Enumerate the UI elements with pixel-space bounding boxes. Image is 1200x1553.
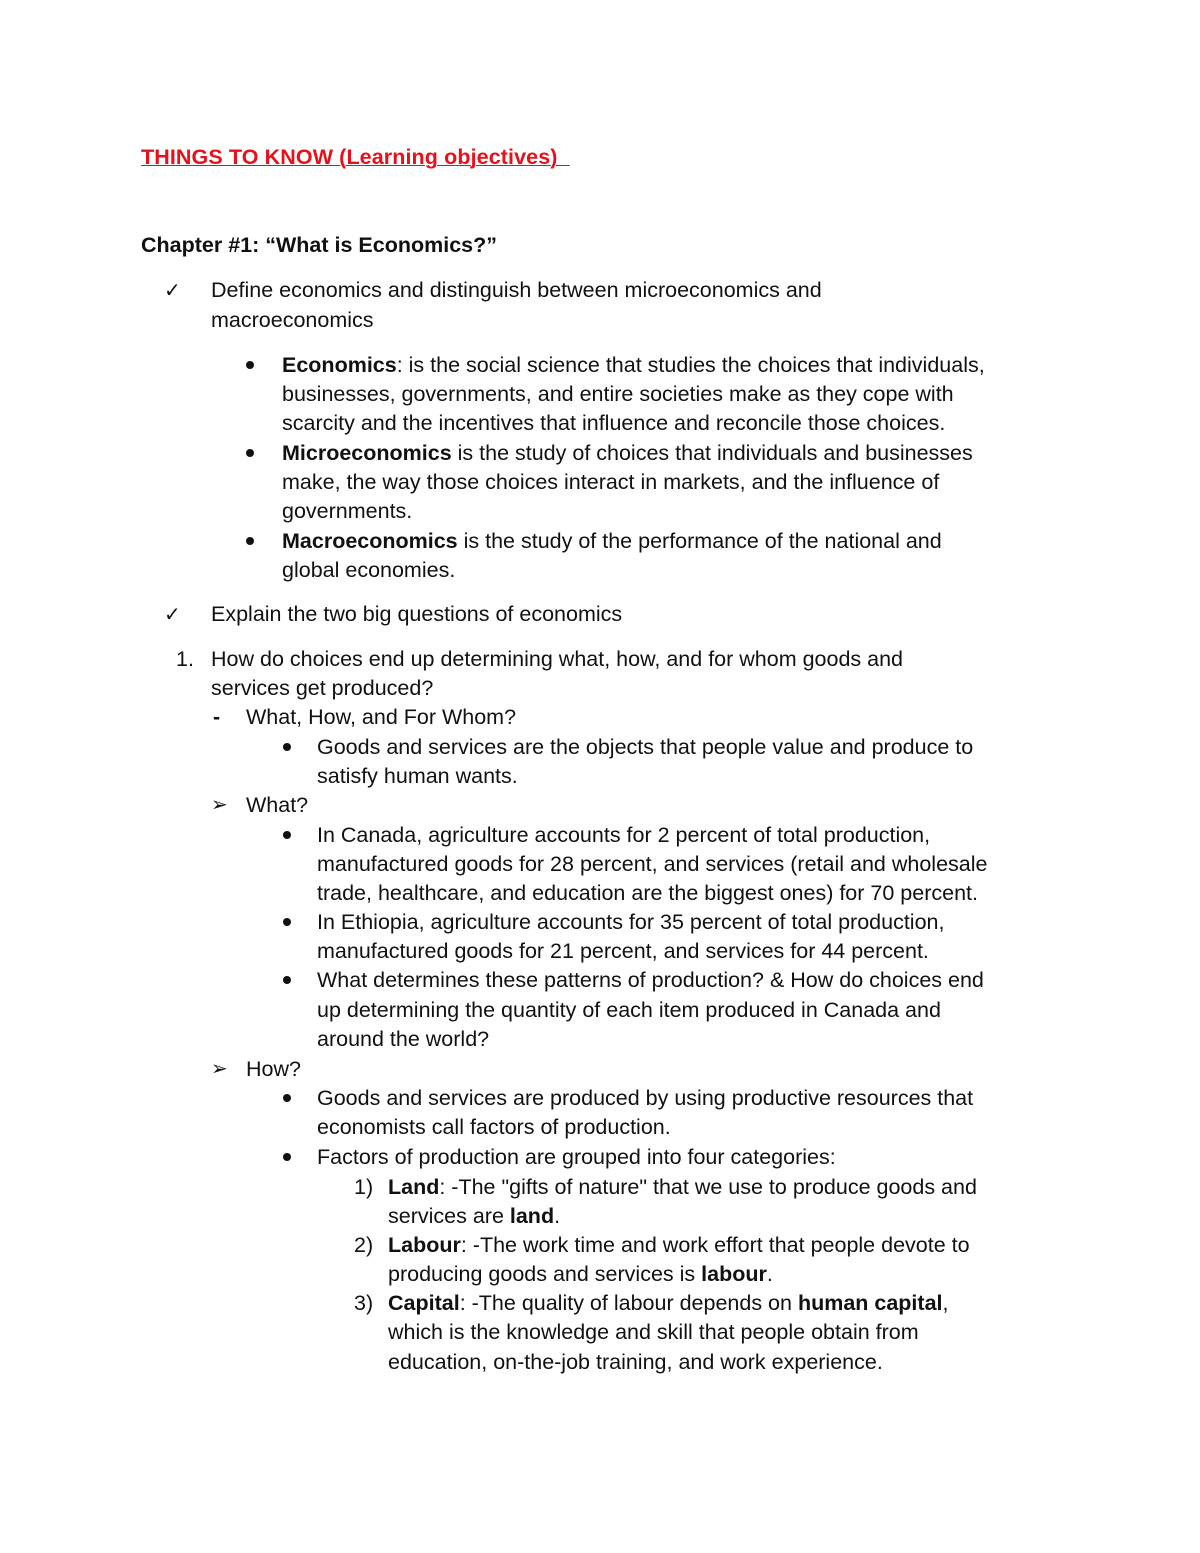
- definition-line: governments.: [282, 499, 413, 523]
- bullet-icon: [246, 361, 254, 369]
- list-item-line: economists call factors of production.: [317, 1115, 671, 1139]
- bullet-icon: [283, 976, 291, 984]
- definition-line: Macroeconomics is the study of the performance of the national and: [282, 529, 942, 553]
- factor-line: services are land.: [388, 1204, 561, 1228]
- list-item-line: In Canada, agriculture accounts for 2 percent of total production,: [317, 823, 931, 847]
- objective-text-line: macroeconomics: [211, 308, 374, 332]
- definition-line: scarcity and the incentives that influence and reconcile those choices.: [282, 411, 946, 435]
- definition-line: global economies.: [282, 558, 456, 582]
- factor-line: producing goods and services is labour.: [388, 1262, 773, 1286]
- factor-line: Capital: -The quality of labour depends on human capital,: [388, 1291, 949, 1315]
- list-item-line: manufactured goods for 28 percent, and services (retail and wholesale: [317, 852, 988, 876]
- subheading-text: What?: [246, 793, 309, 817]
- bullet-icon: [283, 1153, 291, 1161]
- arrow-bullet-icon: ➢: [211, 1058, 228, 1080]
- question-line: services get produced?: [211, 676, 434, 700]
- dash-bullet-icon: -: [213, 705, 221, 729]
- check-icon: ✓: [164, 604, 181, 626]
- list-item-line: Factors of production are grouped into four categories:: [317, 1145, 836, 1169]
- definition-line: make, the way those choices interact in markets, and the influence of: [282, 470, 940, 494]
- arrow-bullet-icon: ➢: [211, 794, 228, 816]
- factor-line: Labour: -The work time and work effort that people devote to: [388, 1233, 970, 1257]
- list-item-line: Goods and services are produced by using productive resources that: [317, 1086, 974, 1110]
- subheading-text: How?: [246, 1057, 301, 1081]
- question-line: How do choices end up determining what, how, and for whom goods and: [211, 647, 904, 671]
- list-number: 1): [354, 1175, 374, 1199]
- list-item-line: manufactured goods for 21 percent, and services for 44 percent.: [317, 939, 929, 963]
- list-number: 1.: [176, 647, 194, 671]
- bullet-icon: [283, 1094, 291, 1102]
- factor-line: education, on-the-job training, and work experience.: [388, 1350, 883, 1374]
- list-number: 3): [354, 1291, 374, 1315]
- definition-line: businesses, governments, and entire societies make as they cope with: [282, 382, 954, 406]
- subheading-text: What, How, and For Whom?: [246, 705, 517, 729]
- check-icon: ✓: [164, 280, 181, 302]
- list-number: 2): [354, 1233, 374, 1257]
- list-item-line: up determining the quantity of each item produced in Canada and: [317, 998, 941, 1022]
- bullet-icon: [246, 537, 254, 545]
- list-item-line: trade, healthcare, and education are the biggest ones) for 70 percent.: [317, 881, 978, 905]
- bullet-icon: [246, 449, 254, 457]
- objective-text-line: Explain the two big questions of economics: [211, 602, 623, 626]
- list-item-line: What determines these patterns of production? & How do choices end: [317, 968, 984, 992]
- factor-line: which is the knowledge and skill that people obtain from: [388, 1320, 919, 1344]
- bullet-icon: [283, 918, 291, 926]
- list-item-line: Goods and services are the objects that people value and produce to: [317, 735, 974, 759]
- page-title: THINGS TO KNOW (Learning objectives): [141, 145, 570, 169]
- objective-text-line: Define economics and distinguish between microeconomics and: [211, 278, 822, 302]
- list-item-line: satisfy human wants.: [317, 764, 518, 788]
- list-item-line: In Ethiopia, agriculture accounts for 35 percent of total production,: [317, 910, 945, 934]
- bullet-icon: [283, 831, 291, 839]
- chapter-title: Chapter #1: “What is Economics?”: [141, 233, 498, 257]
- definition-line: Microeconomics is the study of choices that individuals and businesses: [282, 441, 973, 465]
- factor-line: Land: -The "gifts of nature" that we use to produce goods and: [388, 1175, 977, 1199]
- bullet-icon: [283, 743, 291, 751]
- definition-line: Economics: is the social science that studies the choices that individuals,: [282, 353, 985, 377]
- list-item-line: around the world?: [317, 1027, 490, 1051]
